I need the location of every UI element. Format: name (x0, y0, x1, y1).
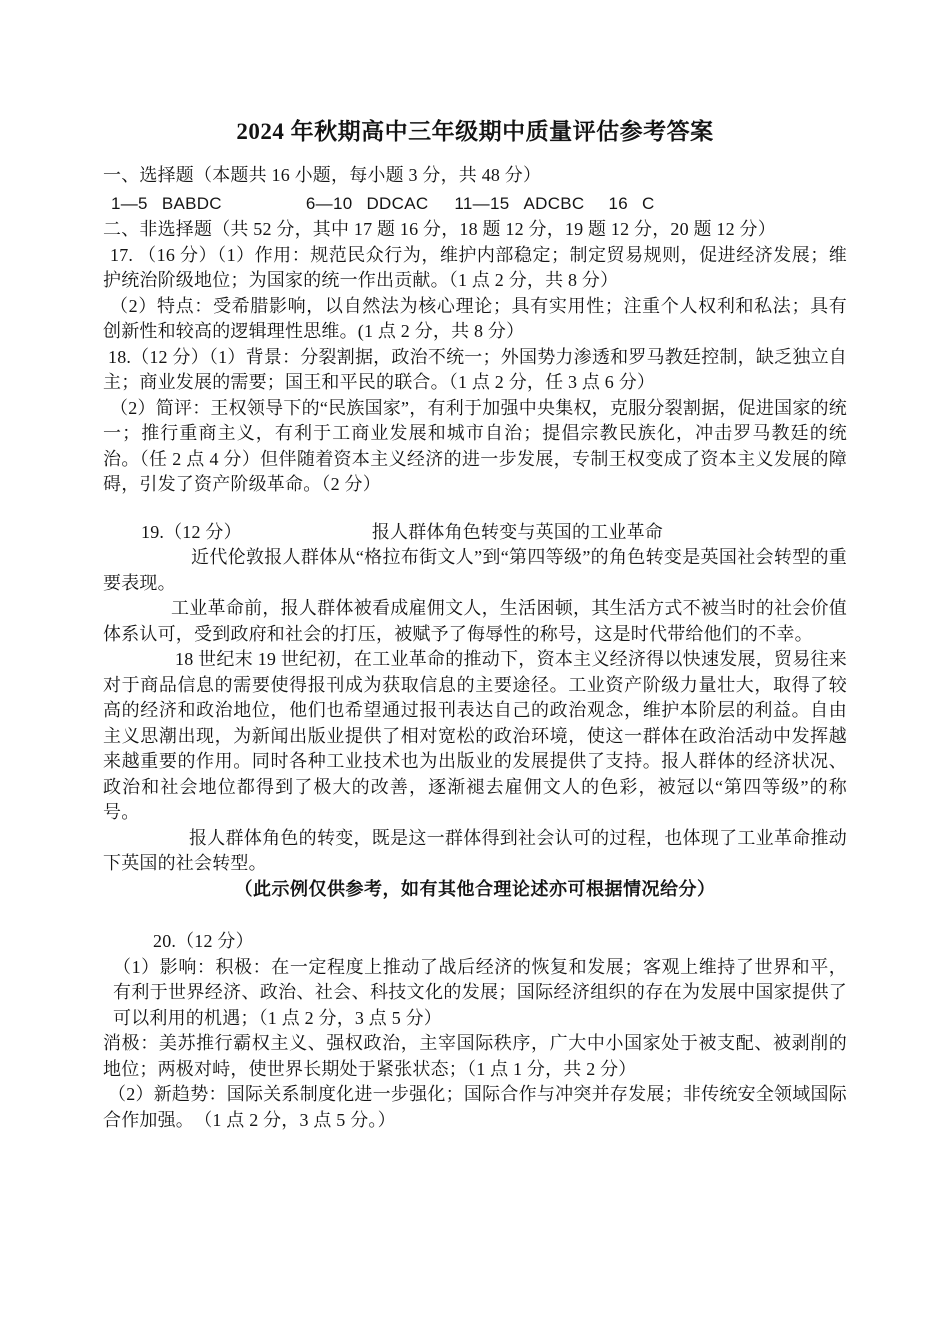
answer-group-11-15 (454, 191, 584, 217)
choice-answer-row (111, 191, 847, 217)
q19-label: 19.（12 分） (141, 521, 242, 542)
answer-letters: C (642, 193, 655, 213)
q18-part2: （2）简评：王权领导下的“民族国家”，有利于加强中央集权，克服分裂割据，促进国家的统一；推行重商主义，有利于工商业发展和城市自治；提倡宗教民族化，冲击罗马教廷的统治。（任 2 点 4 分）但伴随着资本主义经济的进一步发展，专制王权变成了资本主义发展的障碍，引发了资产阶级革命。（2 分） (103, 397, 847, 494)
noncho-section-heading: 二、非选择题（共 52 分，其中 17 题 16 分，18 题 12 分，19 题 12 分，20 题 12 分） (103, 219, 776, 239)
answer-range: 16 (608, 193, 629, 213)
q19-paragraph-4: 报人群体角色的转变，既是这一群体得到社会认可的过程，也体现了工业革命推动下英国的社会转型。 (103, 827, 847, 873)
q20-block (103, 929, 847, 1133)
answer-group-6-10 (306, 191, 429, 217)
q17-part1: 17. （16 分）（1）作用：规范民众行为，维护内部稳定；制定贸易规则，促进经济发展；维护统治阶级地位；为国家的统一作出贡献。（1 点 2 分，共 8 分） (103, 244, 847, 290)
answer-letters: DDCAC (366, 193, 429, 213)
document-title: 2024 年秋期高中三年级期中质量评估参考答案 (236, 119, 714, 144)
q18-part1: 18.（12 分）（1）背景：分裂割据，政治不统一；外国势力渗透和罗马教廷控制，缺乏独立自主；商业发展的需要；国王和平民的联合。（1 点 2 分，任 3 点 6 分） (103, 346, 847, 392)
q19-block (103, 520, 847, 903)
answer-letters: ADCBC (523, 193, 585, 213)
answer-letters: BABDC (161, 193, 222, 213)
answer-range: 11—15 (454, 193, 510, 213)
q20-part1: （1）影响：积极：在一定程度上推动了战后经济的恢复和发展；客观上维持了世界和平，有利于世界经济、政治、社会、科技文化的发展；国际经济组织的存在为发展中国家提供了可以利用的机遇；（1 点 2 分，3 点 5 分） (113, 956, 847, 1028)
q19-paragraph-3: 18 世纪末 19 世纪初，在工业革命的推动下，资本主义经济得以快速发展，贸易往来对于商品信息的需要使得报刊成为获取信息的主要途径。工业资产阶级力量壮大，取得了较高的经济和政治地位，他们也希望通过报刊表达自己的政治观念，维护本阶层的利益。自由主义思潮出现，为新闻出版业提供了相对宽松的政治环境，使这一群体在政治活动中发挥越来越重要的作用。同时各种工业技术也为出版业的发展提供了支持。报人群体的经济状况、政治和社会地位都得到了极大的改善，逐渐褪去雇佣文人的色彩，被冠以“第四等级”的称号。 (103, 649, 847, 822)
answer-group-1-5 (111, 191, 222, 217)
q20-part2: （2）新趋势：国际关系制度化进一步强化；国际合作与冲突并存发展；非传统安全领域国际合作加强。 （1 点 2 分，3 点 5 分。） (103, 1084, 847, 1130)
q19-grading-note: （此示例仅供参考，如有其他合理论述亦可根据情况给分） (234, 878, 716, 899)
q20-label: 20.（12 分） (153, 931, 254, 951)
q19-heading-row (103, 520, 847, 546)
q19-paragraph-2: 工业革命前，报人群体被看成雇佣文人，生活困顿，其生活方式不被当时的社会价值体系认可，受到政府和社会的打压，被赋予了侮辱性的称号，这是时代带给他们的不幸。 (103, 598, 847, 644)
choice-section-heading: 一、选择题（本题共 16 小题，每小题 3 分，共 48 分） (103, 165, 542, 185)
q19-paragraph-1: 近代伦敦报人群体从“格拉布街文人”到“第四等级”的角色转变是英国社会转型的重要表现。 (103, 547, 847, 593)
q19-essay-title: 报人群体角色转变与英国的工业革命 (371, 521, 664, 542)
q20-negative: 消极：美苏推行霸权主义、强权政治，主宰国际秩序，广大中小国家处于被支配、被剥削的地位；两极对峙，使世界长期处于紧张状态；（1 点 1 分，共 2 分） (103, 1033, 847, 1079)
answer-range: 1—5 (111, 193, 148, 213)
q17-part2: （2）特点：受希腊影响，以自然法为核心理论；具有实用性；注重个人权利和私法；具有创新性和较高的逻辑理性思维。(1 点 2 分，共 8 分） (103, 295, 847, 341)
answer-group-16 (609, 191, 655, 217)
answer-range: 6—10 (305, 193, 353, 213)
